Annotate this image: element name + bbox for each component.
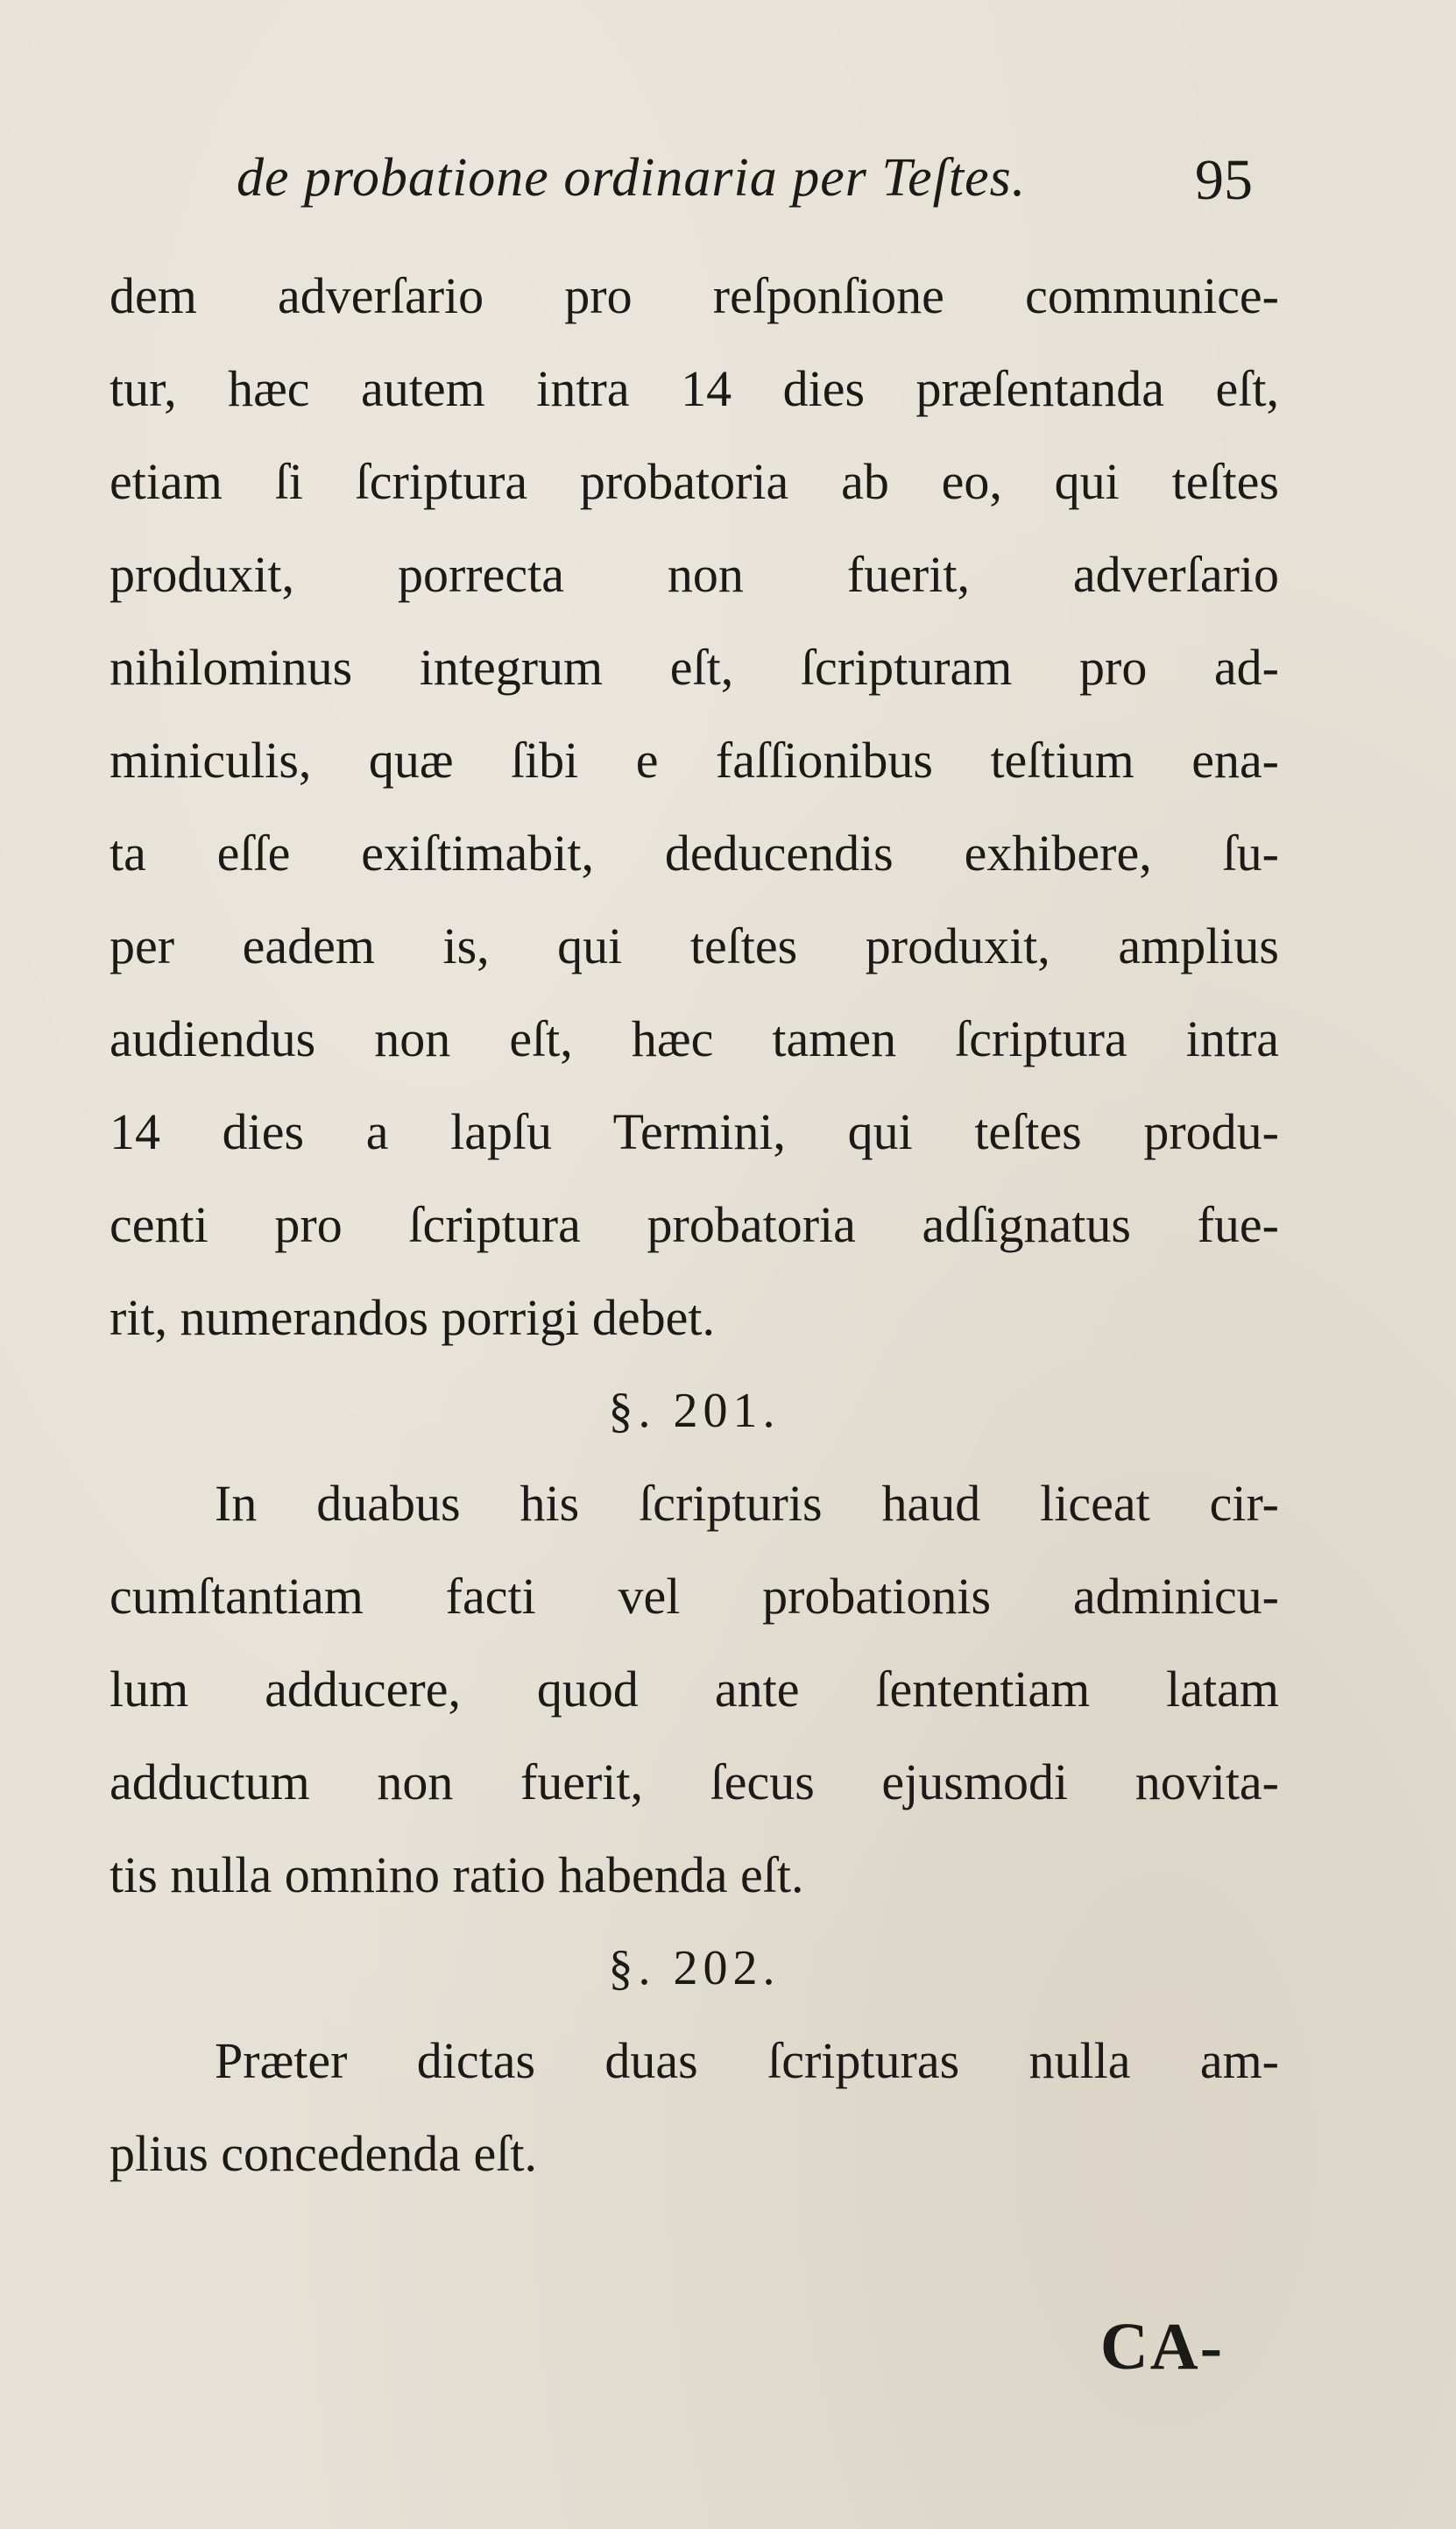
text-line: dem adverſario pro reſponſione communice- <box>110 267 1279 324</box>
section-heading-202: §. 202. <box>608 1941 781 1995</box>
paragraph-201 <box>110 1457 1279 1922</box>
text-line: etiam ſi ſcriptura probatoria ab eo, qui teſtes <box>110 453 1279 510</box>
text-line: Præter dictas duas ſcripturas nulla am- <box>215 2032 1279 2089</box>
paragraph-202 <box>110 2015 1279 2200</box>
text-line: ta eſſe exiſtimabit, deducendis exhibere, ſu- <box>110 825 1279 882</box>
text-line: nihilominus integrum eſt, ſcripturam pro ad- <box>110 639 1279 696</box>
text-line: produxit, porrecta non fuerit, adverſario <box>110 546 1279 603</box>
text-line: rit, numerandos porrigi debet. <box>110 1289 715 1346</box>
catchword: CA- <box>1099 2310 1224 2384</box>
text-line: plius concedenda eſt. <box>110 2125 537 2182</box>
paragraph-continued <box>110 250 1279 1364</box>
running-head <box>237 131 1253 210</box>
text-line: centi pro ſcriptura probatoria adſignatus fue- <box>110 1196 1279 1253</box>
running-title: de probatione ordinaria per Teſtes. <box>237 148 1027 208</box>
text-line: 14 dies a lapſu Termini, qui teſtes produ- <box>110 1103 1279 1160</box>
text-line: miniculis, quæ ſibi e faſſionibus teſtium ena- <box>110 732 1279 789</box>
text-line: per eadem is, qui teſtes produxit, amplius <box>110 917 1279 974</box>
text-line: adductum non fuerit, ſecus ejusmodi novita- <box>110 1753 1279 1810</box>
text-line: In duabus his ſcripturis haud liceat cir- <box>215 1475 1279 1532</box>
main-text <box>110 250 1279 2200</box>
page-number: 95 <box>1195 148 1253 212</box>
text-line: tur, hæc autem intra 14 dies præſentanda eſt, <box>110 360 1279 417</box>
text-line: cumſtantiam facti vel probationis adminicu- <box>110 1568 1279 1625</box>
section-heading-201: §. 201. <box>608 1384 781 1438</box>
text-line: lum adducere, quod ante ſententiam latam <box>110 1661 1279 1718</box>
text-line: tis nulla omnino ratio habenda eſt. <box>110 1846 804 1903</box>
text-line: audiendus non eſt, hæc tamen ſcriptura intra <box>110 1010 1279 1067</box>
